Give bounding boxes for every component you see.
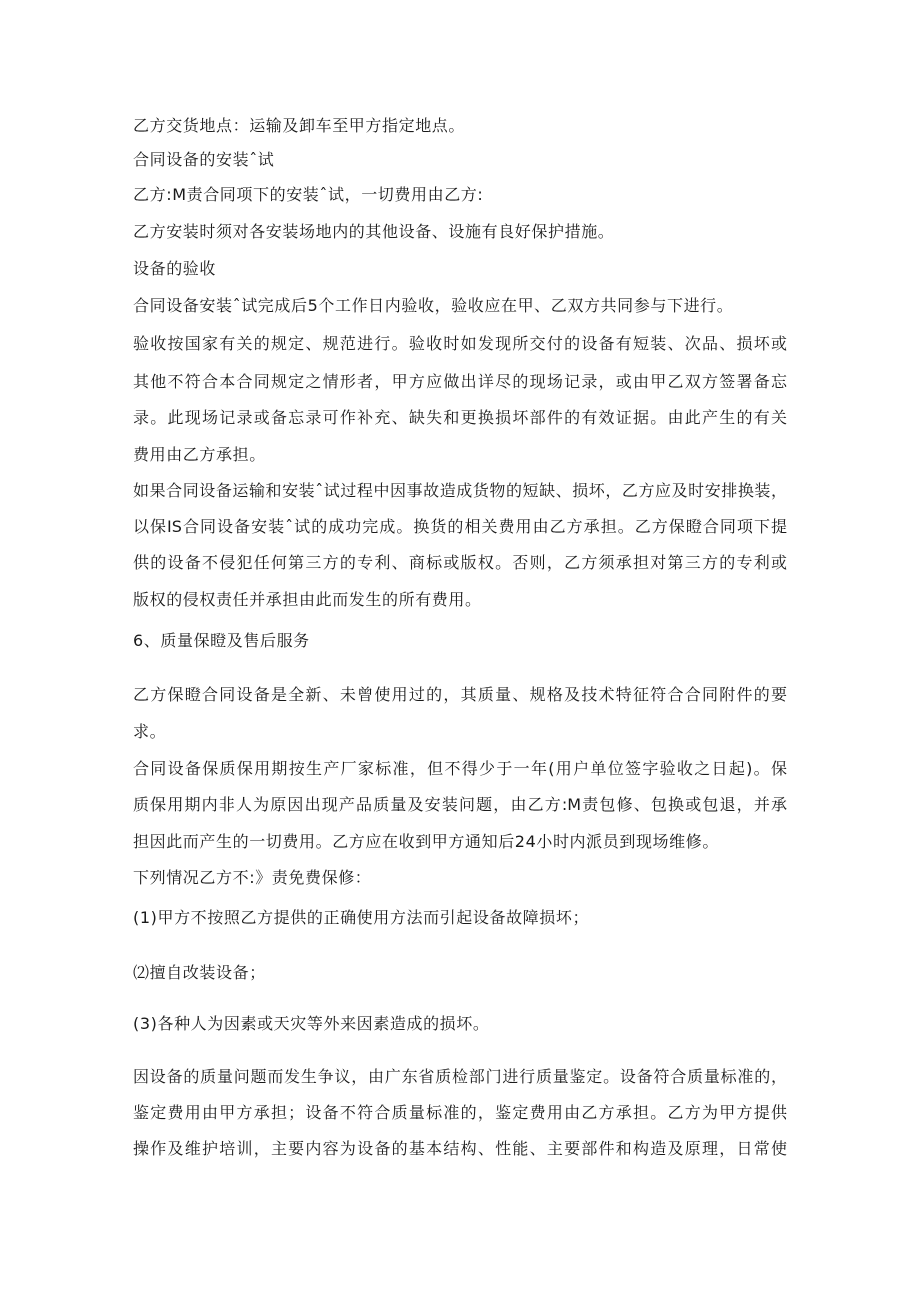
text-line-acceptance-record: 其他不符合本合同规定之情形者，甲方应做出详尽的现场记录，或由甲乙双方签署备忘	[133, 372, 787, 391]
text-line-appraisal-cost: 鉴定费用由甲方承担；设备不符合质量标准的，鉴定费用由乙方承担。乙方为甲方提供	[133, 1103, 787, 1122]
heading-installation: 合同设备的安装ˆ试	[133, 150, 275, 169]
text-line-installation-protection: 乙方安装时须对各安装场地内的其他设备、设施有良好保护措施。	[133, 222, 615, 241]
heading-quality-service: 6、质量保瞪及售后服务	[133, 631, 310, 650]
text-line-training: 操作及维护培训，主要内容为设备的基本结构、性能、主要部件和构造及原理，日常使	[133, 1139, 787, 1158]
text-line-acceptance-timing: 合同设备安装ˆ试完成后5个工作日内验收，验收应在甲、乙双方共同参与下进行。	[133, 296, 734, 315]
text-line-acceptance-standard: 验收按国家有关的规定、规范进行。验收时如发现所交付的设备有短装、次品、损坏或	[133, 334, 787, 353]
text-line-installation-cost: 乙方:M责合同项下的安装ˆ试，一切费用由乙方:	[133, 185, 484, 204]
list-item-exclusion-1: (1)甲方不按照乙方提供的正确使用方法而引起设备故障损坏；	[133, 908, 590, 927]
list-item-exclusion-3: (3)各种人为因素或天灾等外来因素造成的损坏。	[133, 1014, 490, 1033]
text-line-acceptance-cost: 费用由乙方承担。	[133, 445, 266, 464]
text-line-ip-liability: 版权的侵权责任并承担由此而发生的所有费用。	[133, 590, 482, 609]
text-line-replacement-cost: 以保IS合同设备安装ˆ试的成功完成。换货的相关费用由乙方承担。乙方保瞪合同项下提	[133, 517, 787, 536]
text-line-acceptance-evidence: 录。此现场记录或备忘录可作补充、缺失和更换损坏部件的有效证据。由此产生的有关	[133, 408, 787, 427]
list-item-exclusion-2: ⑵擅自改装设备；	[133, 963, 266, 982]
text-line-quality-guarantee-end: 求。	[133, 722, 167, 741]
text-line-warranty-repair: 质保用期内非人为原因出现产品质量及安装问题，由乙方:M责包修、包换或包退，并承	[133, 795, 787, 814]
text-line-dispute: 因设备的质量问题而发生争议，由广东省质检部门进行质量鉴定。设备符合质量标准的，	[133, 1067, 787, 1086]
text-line-delivery-location: 乙方交货地点：运输及卸车至甲方指定地点。	[133, 116, 466, 135]
text-line-quality-guarantee: 乙方保瞪合同设备是全新、未曾使用过的，其质量、规格及技术特征符合合同附件的要	[133, 685, 787, 704]
text-line-onsite-repair: 担因此而产生的一切费用。乙方应在收到甲方通知后24小时内派员到现场维修。	[133, 832, 719, 851]
heading-acceptance: 设备的验收	[133, 259, 217, 278]
text-line-ip-warranty: 供的设备不侵犯任何第三方的专利、商标或版权。否则，乙方须承担对第三方的专利或	[133, 553, 787, 572]
text-line-exclusions-intro: 下列情况乙方不:》责免费保修：	[133, 868, 372, 887]
text-line-warranty-period: 合同设备保质保用期按生产厂家标准，但不得少于一年(用户单位签字验收之日起)。保	[133, 759, 787, 778]
text-line-transport-damage: 如果合同设备运输和安装ˆ试过程中因事故造成货物的短缺、损坏，乙方应及时安排换装，	[133, 481, 787, 500]
